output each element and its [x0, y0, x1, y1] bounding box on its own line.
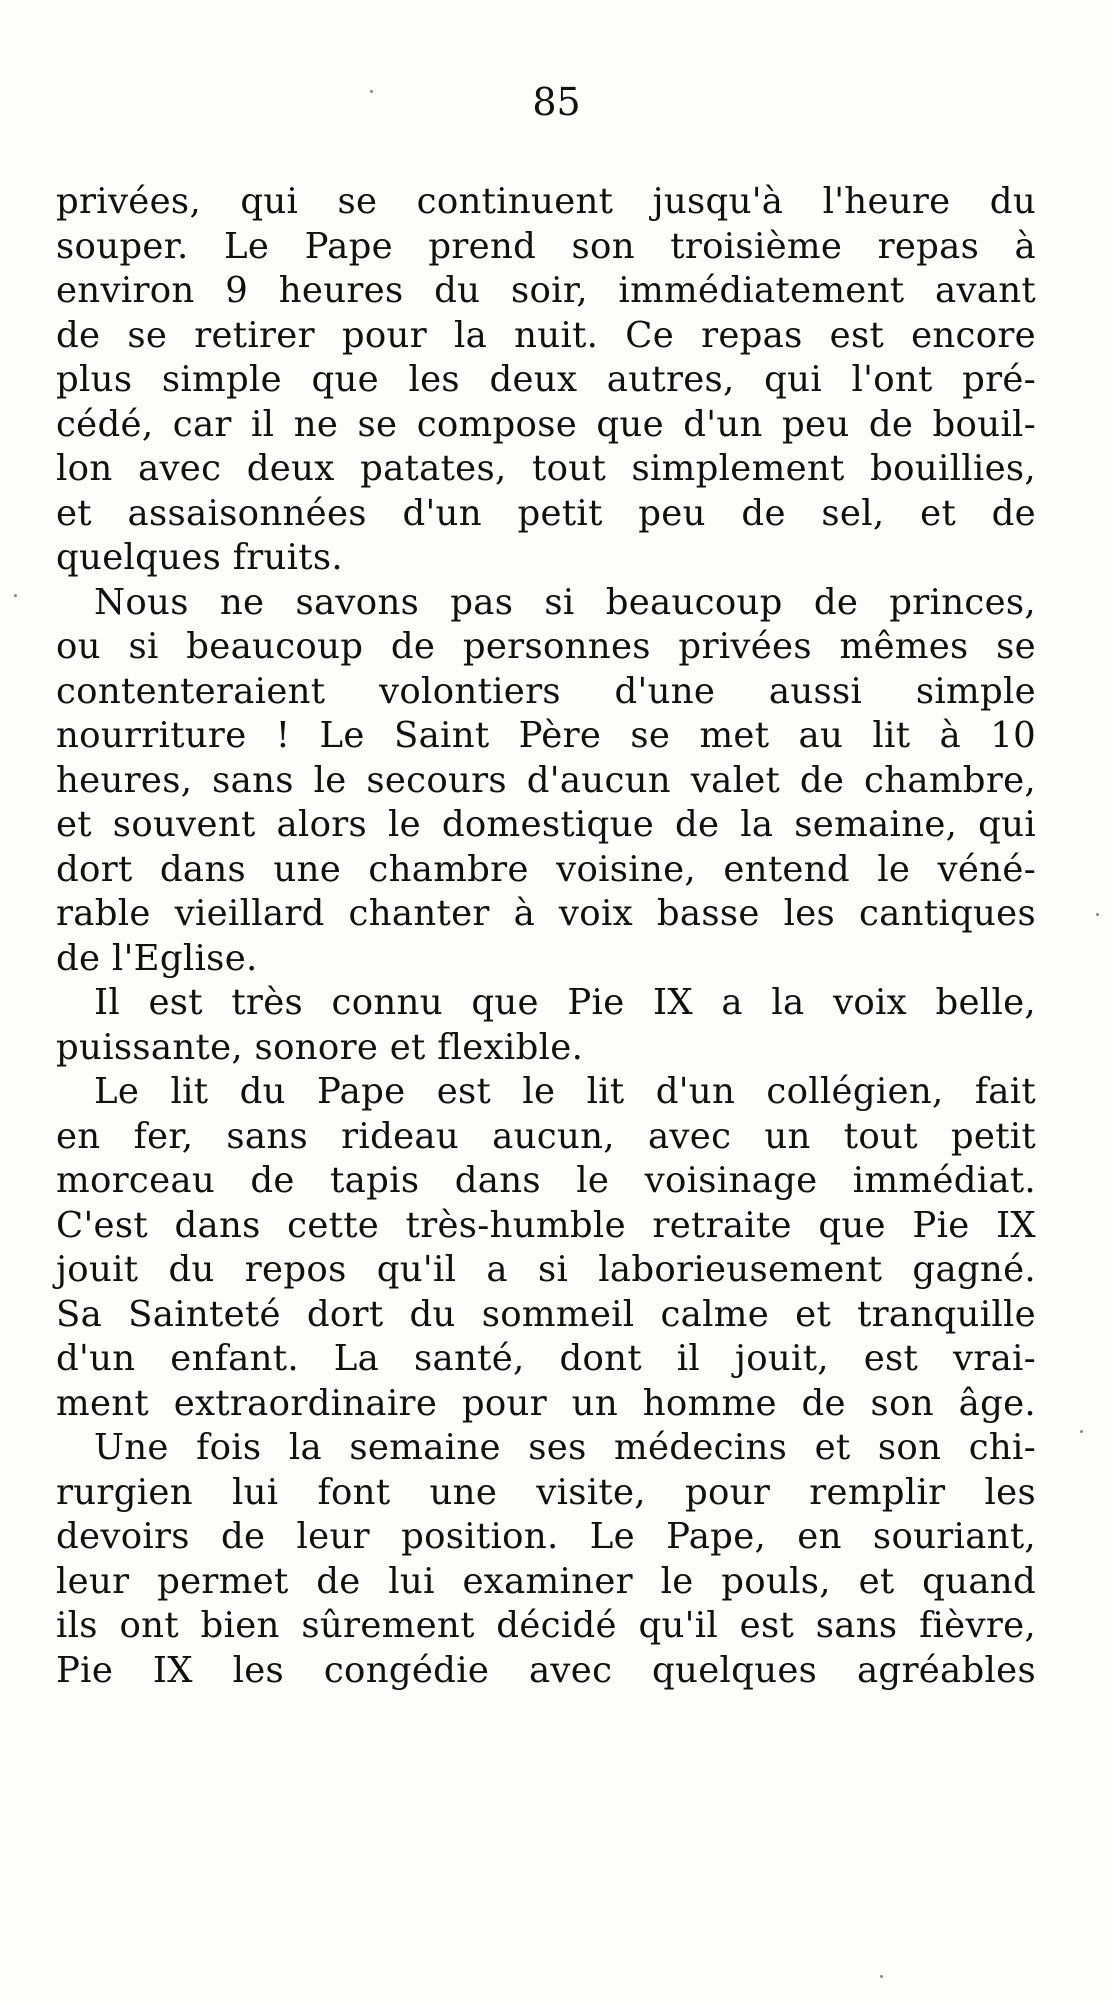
scan-speck: [370, 90, 373, 93]
body-text: [56, 180, 1036, 1693]
text-line: jouit du repos qu'il a si laborieusement gagné.: [56, 1249, 1036, 1290]
text-line: d'un enfant. La santé, dont il jouit, est vrai-: [56, 1338, 1036, 1379]
text-line: nourriture ! Le Saint Père se met au lit à 10: [56, 715, 1036, 756]
text-line: Pie IX les congédie avec quelques agréables: [56, 1649, 1036, 1691]
text-line: en fer, sans rideau aucun, avec un tout petit: [56, 1115, 1036, 1157]
scan-speck: [880, 1975, 883, 1978]
page-number: 85: [532, 80, 581, 124]
text-line: de l'Eglise.: [56, 937, 258, 979]
text-line: ou si beaucoup de personnes privées mêmes se: [56, 626, 1036, 667]
text-line: et assaisonnées d'un petit peu de sel, et de: [56, 492, 1036, 534]
text-line: contenteraient volontiers d'une aussi simple: [56, 670, 1036, 712]
text-line: leur permet de lui examiner le pouls, et quand: [56, 1560, 1036, 1602]
text-line: rurgien lui font une visite, pour remplir les: [56, 1471, 1036, 1513]
text-line: ils ont bien sûrement décidé qu'il est sans fièvre,: [56, 1605, 1036, 1646]
text-line: C'est dans cette très-humble retraite que Pie IX: [56, 1204, 1036, 1246]
text-line: heures, sans le secours d'aucun valet de chambre,: [56, 759, 1036, 801]
scan-speck: [1080, 1430, 1083, 1433]
text-line: lon avec deux patates, tout simplement bouillies,: [56, 448, 1036, 489]
text-line: ment extraordinaire pour un homme de son âge.: [56, 1382, 1036, 1424]
text-line: Une fois la semaine ses médecins et son chi-: [94, 1427, 1036, 1468]
text-line: privées, qui se continuent jusqu'à l'heure du: [56, 181, 1036, 222]
text-line: plus simple que les deux autres, qui l'ont pré-: [56, 359, 1036, 400]
scan-speck: [1096, 913, 1099, 916]
text-line: quelques fruits.: [56, 537, 343, 578]
text-line: morceau de tapis dans le voisinage immédiat.: [56, 1160, 1036, 1201]
text-line: puissante, sonore et flexible.: [56, 1026, 584, 1068]
text-line: environ 9 heures du soir, immédiatement avant: [56, 270, 1036, 311]
text-line: Il est très connu que Pie IX a la voix belle,: [94, 982, 1036, 1023]
scan-speck: [14, 594, 17, 597]
text-line: souper. Le Pape prend son troisième repas à: [56, 225, 1036, 267]
text-line: dort dans une chambre voisine, entend le véné-: [56, 848, 1036, 890]
text-line: et souvent alors le domestique de la semaine, qui: [56, 804, 1036, 845]
text-line: Nous ne savons pas si beaucoup de princes,: [94, 581, 1036, 623]
text-line: Le lit du Pape est le lit d'un collégien, fait: [94, 1071, 1036, 1112]
text-line: Sa Sainteté dort du sommeil calme et tranquille: [56, 1293, 1036, 1335]
text-line: de se retirer pour la nuit. Ce repas est encore: [56, 314, 1036, 356]
text-line: devoirs de leur position. Le Pape, en souriant,: [56, 1516, 1036, 1557]
text-line: rable vieillard chanter à voix basse les cantiques: [56, 893, 1036, 934]
text-line: cédé, car il ne se compose que d'un peu de bouil-: [56, 403, 1036, 445]
